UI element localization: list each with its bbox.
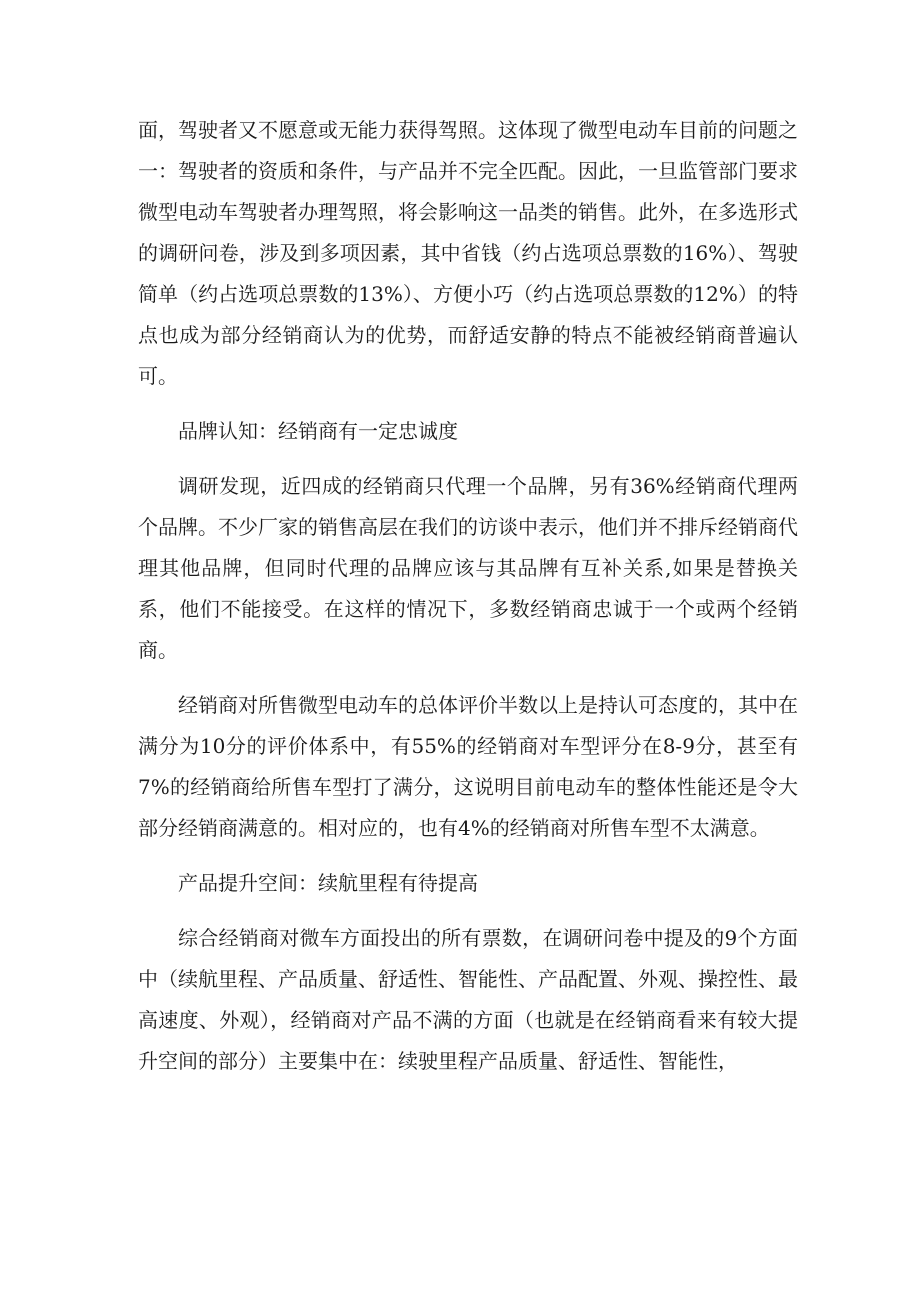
section-heading-product-improvement: 产品提升空间：续航里程有待提高 xyxy=(178,871,478,895)
paragraph-dealer-evaluation: 经销商对所售微型电动车的总体评价半数以上是持认可态度的，其中在满分为10分的评价体系中，有55%的经销商对车型评分在8-9分，甚至有7%的经销商给所售车型打了满分，这说明目前电动车的整体性能还是令大部分经销商满意的。相对应的，也有4%的经销商对所售车型不太满意。 xyxy=(138,693,798,840)
paragraph-improvement-areas: 综合经销商对微车方面投出的所有票数，在调研问卷中提及的9个方面中（续航里程、产品质量、舒适性、智能性、产品配置、外观、操控性、最高速度、外观），经销商对产品不满的方面（也就是在经销商看来有较大提升空间的部分）主要集中在：续驶里程产品质量、舒适性、智能性， xyxy=(138,926,798,1073)
paragraph-driver-license: 面，驾驶者又不愿意或无能力获得驾照。这体现了微型电动车目前的问题之一：驾驶者的资质和条件，与产品并不完全匹配。因此，一旦监管部门要求微型电动车驾驶者办理驾照，将会影响这一品类的销售。此外，在多选形式的调研问卷，涉及到多项因素，其中省钱（约占选项总票数的16%）、驾驶简单（约占选项总票数的13%）、方便小巧（约占选项总票数的12%）的特点也成为部分经销商认为的优势，而舒适安静的特点不能被经销商普遍认可。 xyxy=(138,118,798,388)
section-heading-brand-awareness: 品牌认知：经销商有一定忠诚度 xyxy=(178,419,458,443)
document-page xyxy=(138,110,798,1082)
paragraph-brand-loyalty: 调研发现，近四成的经销商只代理一个品牌，另有36%经销商代理两个品牌。不少厂家的销售高层在我们的访谈中表示，他们并不排斥经销商代理其他品牌，但同时代理的品牌应该与其品牌有互补关系,如果是替换关系，他们不能接受。在这样的情况下，多数经销商忠诚于一个或两个经销商。 xyxy=(138,474,798,662)
